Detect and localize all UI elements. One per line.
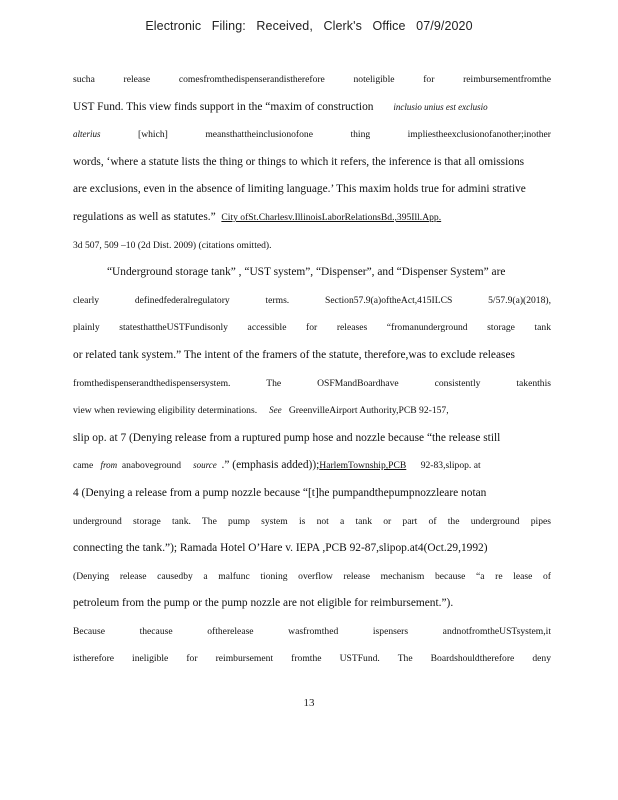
text-line [73, 425, 551, 453]
emphasis-word: from [100, 460, 118, 471]
text-run: or related tank system.” The intent of the framers of the statute, therefore,was to exclude releases [73, 348, 515, 361]
text-run: connecting the tank.”); Ramada Hotel O’Hare v. IEPA ,PCB 92-87,slipop.at4(Oct.29,1992) [73, 542, 488, 555]
text-line [73, 618, 551, 646]
text-run: anaboveground [121, 460, 182, 472]
text-run: underground storage tank. The pump system is not a tank or part of the underground pipes [73, 515, 551, 527]
case-citation: City ofSt.Charlesv.IllinoisLaborRelationsBd.,395Ill.App. [221, 211, 442, 223]
text-run: istherefore ineligible for reimbursement fromthe USTFund. The Boardshouldtherefore deny [73, 653, 551, 665]
text-run: clearly definedfederalregulatory terms. Section57.9(a)oftheAct,415ILCS 5/57.9(a)(2018), [73, 294, 551, 306]
latin-maxim: alterius [73, 129, 101, 140]
text-run: slip op. at 7 (Denying release from a ruptured pump hose and nozzle because “the release still [73, 431, 501, 444]
text-line [73, 535, 551, 563]
text-line [73, 342, 551, 370]
text-line [73, 204, 551, 232]
signal-word: See [269, 405, 282, 416]
text-line [73, 563, 551, 591]
case-citation: HarlemTownship,PCB [319, 460, 407, 472]
page-number: 13 [303, 697, 315, 709]
text-run: petroleum from the pump or the pump nozzle are not eligible for reimbursement.”). [73, 597, 454, 610]
text-run: fromthedispenserandthedispensersystem. The OSFMandBoardhave consistently takenthis [73, 377, 551, 389]
text-line [73, 397, 551, 425]
latin-maxim: inclusio unius est exclusio [393, 101, 488, 112]
text-run: plainly statesthattheUSTFundisonly accessible for releases “fromanunderground storage tank [73, 322, 551, 334]
text-line [73, 121, 551, 149]
text-run: regulations as well as statutes.” [73, 210, 216, 223]
text-line [73, 66, 551, 94]
text-run: 92-83,slipop. at [420, 460, 481, 472]
text-line [73, 94, 551, 122]
text-run: (Denying release causedby a malfunc tioning overflow release mechanism because “a re lease of [73, 570, 551, 582]
text-line [73, 287, 551, 315]
text-line [73, 176, 551, 204]
text-line [73, 480, 551, 508]
text-run: words, ‘where a statute lists the thing or things to which it refers, the inference is that all omissions [73, 155, 525, 168]
text-run: sucha release comesfromthedispenserandistherefore noteligible for reimbursementfromthe [73, 74, 551, 85]
text-run: came [73, 460, 94, 472]
text-line [73, 645, 551, 673]
text-line [73, 259, 551, 287]
text-line [73, 590, 551, 618]
text-run: UST Fund. This view finds support in the “maxim of construction [73, 100, 374, 113]
text-line [73, 452, 551, 480]
case-citation: GreenvilleAirport Authority,PCB 92-157, [288, 405, 449, 417]
text-line [73, 232, 551, 260]
text-run: “Underground storage tank” , “UST system”, “Dispenser”, and “Dispenser System” are [107, 266, 506, 279]
text-line [73, 149, 551, 177]
emphasis-word: source [193, 460, 217, 471]
text-run: Because thecause oftherelease wasfromthed ispensers andnotfromtheUSTsystem,it [73, 625, 551, 637]
text-line [73, 508, 551, 536]
filing-header: Electronic Filing: Received, Clerk's Office 07/9/2020 [145, 19, 473, 33]
text-run: are exclusions, even in the absence of limiting language.’ This maxim holds true for admini strative [73, 183, 526, 196]
document-body [73, 66, 551, 673]
text-run: 4 (Denying a release from a pump nozzle because “[t]he pumpandthepumpnozzleare notan [73, 486, 487, 499]
text-line [73, 370, 551, 398]
text-run: [which] meansthattheinclusionofone thing impliestheexclusionofanother;inother [138, 129, 551, 141]
text-line [73, 314, 551, 342]
text-run: view when reviewing eligibility determinations. [73, 405, 258, 417]
text-run: .” (emphasis added)); [221, 459, 320, 472]
text-run: 3d 507, 509 –10 (2d Dist. 2009) (citations omitted). [73, 239, 272, 251]
